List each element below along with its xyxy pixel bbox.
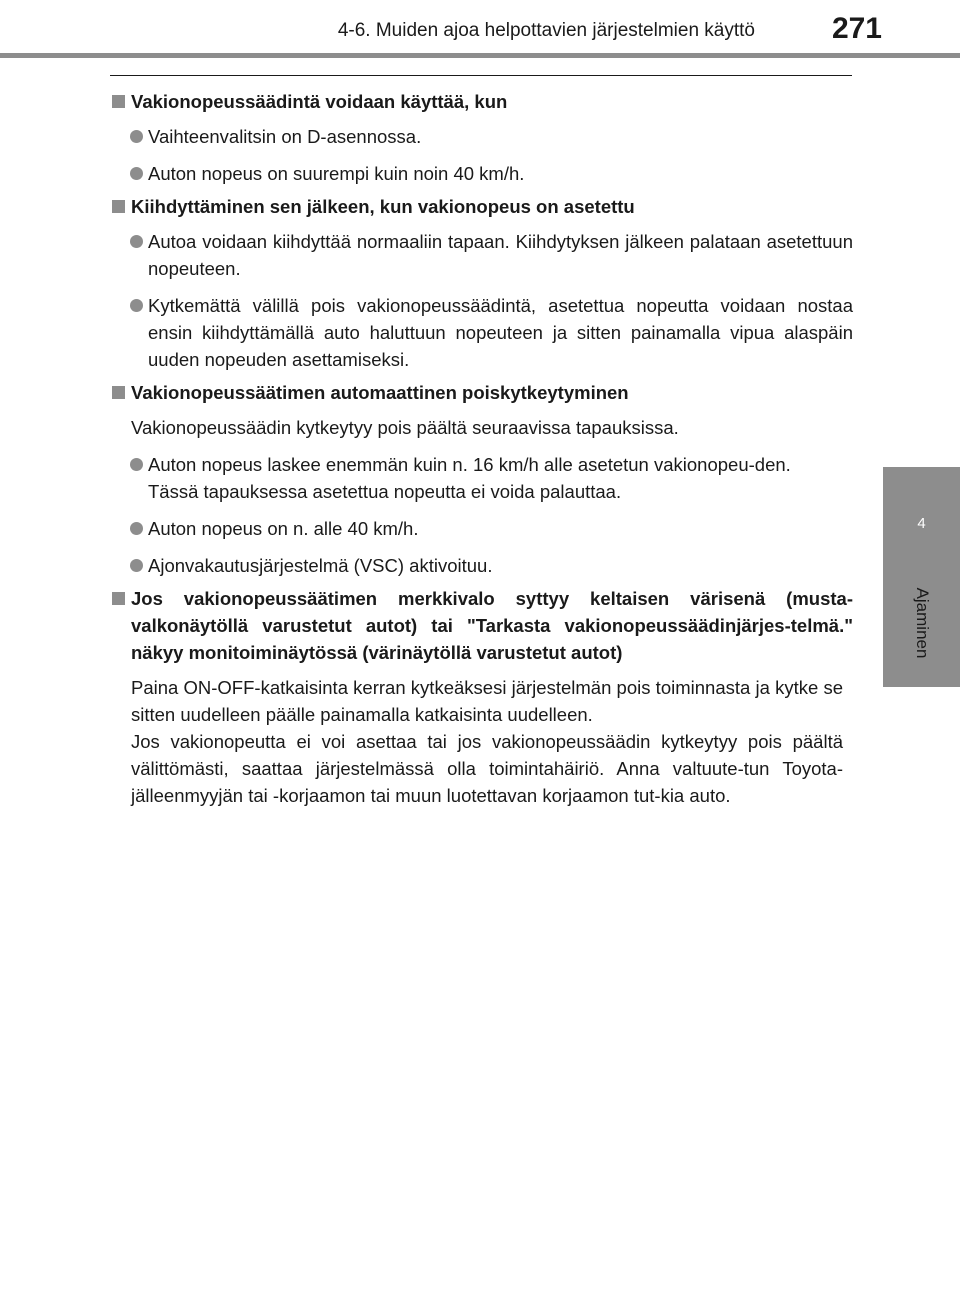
circle-bullet-icon bbox=[130, 458, 143, 471]
body-text: Jos vakionopeutta ei voi asettaa tai jos vakionopeussäädin kytkeytyy pois päältä välittömästi, saattaa järjestelmässä olla toimintahäiriö. Anna valtuute-tun Toyota-jälleenmyyjän tai -korjaamon tai muun luotettavan korjaamon tut-kia auto. bbox=[131, 731, 843, 806]
list-item bbox=[111, 451, 853, 505]
circle-bullet-icon bbox=[130, 559, 143, 572]
list-item-text: Auton nopeus on suurempi kuin noin 40 km/h. bbox=[148, 163, 525, 184]
list-item bbox=[111, 292, 853, 373]
section-heading bbox=[111, 193, 853, 220]
square-bullet-icon bbox=[112, 592, 125, 605]
page-number: 271 bbox=[831, 12, 882, 45]
circle-bullet-icon bbox=[130, 167, 143, 180]
heading-text: Jos vakionopeussäätimen merkkivalo syttyy keltaisen värisenä (musta-valkonäytöllä varustetut autot) tai "Tarkasta vakionopeussäädinjärjes-telmä." näkyy monitoiminäytössä (värinäytöllä varustetut autot) bbox=[131, 588, 853, 663]
chapter-title: 4-6. Muiden ajoa helpottavien järjestelmien käyttö bbox=[337, 20, 755, 41]
section-heading bbox=[111, 88, 853, 115]
square-bullet-icon bbox=[112, 200, 125, 213]
heading-text: Vakionopeussäädintä voidaan käyttää, kun bbox=[131, 91, 508, 112]
list-item-text: Ajonvakautusjärjestelmä (VSC) aktivoituu. bbox=[148, 555, 493, 576]
heading-text: Vakionopeussäätimen automaattinen poiskytkeytyminen bbox=[131, 382, 629, 403]
square-bullet-icon bbox=[112, 386, 125, 399]
body-text: Paina ON-OFF-katkaisinta kerran kytkeäksesi järjestelmän pois toiminnasta ja kytke se sitten uudelleen päälle painamalla katkaisinta uudelleen. bbox=[131, 677, 843, 725]
body-paragraph bbox=[111, 674, 853, 809]
list-item-text: Kytkemättä välillä pois vakionopeussäädintä, asetettua nopeutta voidaan nostaa ensin kiihdyttämällä auto haluttuun nopeuteen ja sitten painamalla vipua alaspäin uuden nopeuden asettamiseksi. bbox=[148, 295, 853, 370]
circle-bullet-icon bbox=[130, 522, 143, 535]
chapter-side-label bbox=[882, 578, 960, 668]
list-item-text: Auton nopeus on n. alle 40 km/h. bbox=[148, 518, 419, 539]
list-item-text: Vaihteenvalitsin on D-asennossa. bbox=[148, 126, 422, 147]
chapter-tab-number: 4 bbox=[917, 515, 926, 532]
list-item bbox=[111, 123, 853, 150]
page-content bbox=[111, 88, 853, 809]
list-item-text: Auton nopeus laskee enemmän kuin n. 16 km/h alle asetetun vakionopeu-den. bbox=[148, 454, 791, 475]
list-item-text: Autoa voidaan kiihdyttää normaaliin tapaan. Kiihdytyksen jälkeen palataan asetettuun nopeuteen. bbox=[148, 231, 853, 279]
list-item-note: Tässä tapauksessa asetettua nopeutta ei voida palauttaa. bbox=[148, 481, 622, 502]
circle-bullet-icon bbox=[130, 235, 143, 248]
heading-text: Kiihdyttäminen sen jälkeen, kun vakionopeus on asetettu bbox=[131, 196, 635, 217]
section-heading bbox=[111, 379, 853, 406]
list-item bbox=[111, 552, 853, 579]
square-bullet-icon bbox=[112, 95, 125, 108]
list-item bbox=[111, 160, 853, 187]
header-bar bbox=[0, 53, 960, 58]
section-intro: Vakionopeussäädin kytkeytyy pois päältä seuraavissa tapauksissa. bbox=[131, 417, 679, 438]
list-item bbox=[111, 515, 853, 542]
list-item bbox=[111, 228, 853, 282]
top-rule bbox=[110, 75, 852, 76]
chapter-label-text: Ajaminen bbox=[913, 587, 932, 659]
circle-bullet-icon bbox=[130, 299, 143, 312]
circle-bullet-icon bbox=[130, 130, 143, 143]
section-heading bbox=[111, 585, 853, 666]
